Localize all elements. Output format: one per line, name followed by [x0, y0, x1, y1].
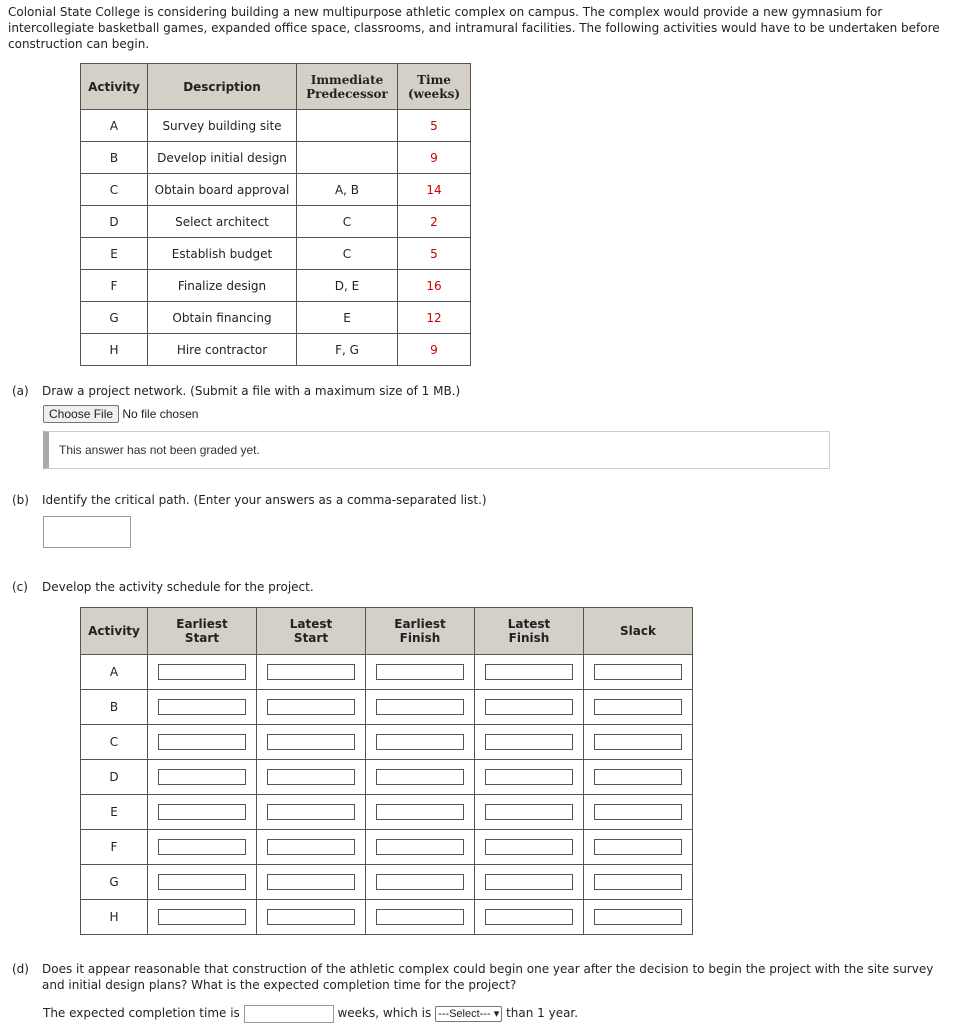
question-a — [12, 383, 460, 399]
slack-input[interactable] — [594, 734, 682, 750]
activity-cell: C — [81, 174, 148, 206]
description-cell: Finalize design — [148, 270, 297, 302]
activities-table — [80, 63, 471, 366]
earliest-start-cell — [148, 760, 257, 795]
earliest-finish-input[interactable] — [376, 909, 464, 925]
question-d — [12, 961, 947, 993]
earliest-finish-cell — [366, 865, 475, 900]
latest-finish-cell — [475, 725, 584, 760]
latest-finish-cell — [475, 865, 584, 900]
col-earliest-finish: Earliest Finish — [366, 608, 475, 655]
question-a-text: Draw a project network. (Submit a file with a maximum size of 1 MB.) — [42, 384, 461, 398]
latest-finish-input[interactable] — [485, 734, 573, 750]
earliest-start-cell — [148, 900, 257, 935]
completion-prefix: The expected completion time is — [43, 1006, 240, 1020]
chevron-down-icon: ▾ — [493, 1007, 500, 1020]
earliest-start-input[interactable] — [158, 804, 246, 820]
col-predecessor: Immediate Predecessor — [297, 64, 398, 110]
earliest-finish-input[interactable] — [376, 839, 464, 855]
latest-start-cell — [257, 690, 366, 725]
earliest-finish-input[interactable] — [376, 769, 464, 785]
table-row — [81, 302, 471, 334]
time-cell: 5 — [398, 238, 471, 270]
slack-cell — [584, 760, 693, 795]
question-b-label: (b) — [12, 493, 29, 507]
col-time: Time (weeks) — [398, 64, 471, 110]
latest-finish-cell — [475, 760, 584, 795]
question-c — [12, 579, 314, 595]
table-row — [81, 795, 693, 830]
latest-finish-input[interactable] — [485, 769, 573, 785]
completion-line — [43, 1004, 578, 1023]
latest-finish-cell — [475, 900, 584, 935]
latest-start-cell — [257, 760, 366, 795]
slack-cell — [584, 865, 693, 900]
table-row — [81, 206, 471, 238]
latest-start-cell — [257, 900, 366, 935]
description-cell: Survey building site — [148, 110, 297, 142]
earliest-finish-cell — [366, 725, 475, 760]
predecessor-cell: C — [297, 238, 398, 270]
earliest-start-cell — [148, 725, 257, 760]
latest-start-input[interactable] — [267, 839, 355, 855]
activity-cell: E — [81, 238, 148, 270]
activity-cell: G — [81, 865, 148, 900]
latest-start-input[interactable] — [267, 804, 355, 820]
col-latest-finish: Latest Finish — [475, 608, 584, 655]
earliest-finish-input[interactable] — [376, 664, 464, 680]
slack-input[interactable] — [594, 699, 682, 715]
slack-cell — [584, 900, 693, 935]
earliest-finish-input[interactable] — [376, 874, 464, 890]
predecessor-cell: F, G — [297, 334, 398, 366]
latest-start-input[interactable] — [267, 699, 355, 715]
latest-finish-input[interactable] — [485, 874, 573, 890]
slack-input[interactable] — [594, 804, 682, 820]
earliest-start-cell — [148, 795, 257, 830]
table-row — [81, 174, 471, 206]
time-cell: 5 — [398, 110, 471, 142]
question-c-label: (c) — [12, 580, 28, 594]
description-cell: Select architect — [148, 206, 297, 238]
activity-cell: F — [81, 270, 148, 302]
table-row — [81, 142, 471, 174]
earliest-start-input[interactable] — [158, 874, 246, 890]
table-row — [81, 110, 471, 142]
latest-finish-input[interactable] — [485, 664, 573, 680]
comparison-select[interactable] — [435, 1006, 502, 1022]
latest-finish-cell — [475, 795, 584, 830]
question-d-text: Does it appear reasonable that construction of the athletic complex could begin one year after the decision to begin the project with the site survey and initial design plans? What is the expected completion time for the project? — [42, 962, 934, 992]
activity-cell: C — [81, 725, 148, 760]
description-cell: Develop initial design — [148, 142, 297, 174]
latest-start-input[interactable] — [267, 734, 355, 750]
earliest-start-input[interactable] — [158, 909, 246, 925]
table-row — [81, 238, 471, 270]
table-row — [81, 725, 693, 760]
col-description: Description — [148, 64, 297, 110]
activity-cell: B — [81, 142, 148, 174]
predecessor-cell — [297, 110, 398, 142]
schedule-table — [80, 607, 693, 935]
activity-cell: E — [81, 795, 148, 830]
earliest-finish-cell — [366, 830, 475, 865]
table-row — [81, 655, 693, 690]
latest-start-input[interactable] — [267, 874, 355, 890]
predecessor-cell: C — [297, 206, 398, 238]
earliest-start-input[interactable] — [158, 769, 246, 785]
no-file-label: No file chosen — [122, 407, 199, 421]
earliest-start-cell — [148, 865, 257, 900]
description-cell: Obtain board approval — [148, 174, 297, 206]
slack-cell — [584, 795, 693, 830]
time-cell: 16 — [398, 270, 471, 302]
question-b-text: Identify the critical path. (Enter your answers as a comma-separated list.) — [42, 493, 487, 507]
earliest-finish-cell — [366, 760, 475, 795]
question-b — [12, 492, 487, 508]
slack-cell — [584, 690, 693, 725]
slack-cell — [584, 725, 693, 760]
table-row — [81, 334, 471, 366]
latest-finish-cell — [475, 830, 584, 865]
time-cell: 9 — [398, 334, 471, 366]
completion-middle: weeks, which is — [337, 1006, 432, 1020]
slack-cell — [584, 830, 693, 865]
earliest-start-input[interactable] — [158, 699, 246, 715]
latest-start-cell — [257, 725, 366, 760]
latest-finish-input[interactable] — [485, 699, 573, 715]
earliest-finish-input[interactable] — [376, 734, 464, 750]
latest-finish-cell — [475, 690, 584, 725]
description-cell: Hire contractor — [148, 334, 297, 366]
activity-cell: G — [81, 302, 148, 334]
latest-start-input[interactable] — [267, 769, 355, 785]
predecessor-cell — [297, 142, 398, 174]
predecessor-cell: D, E — [297, 270, 398, 302]
critical-path-input[interactable] — [43, 516, 131, 548]
earliest-finish-cell — [366, 655, 475, 690]
description-cell: Obtain financing — [148, 302, 297, 334]
latest-start-input[interactable] — [267, 664, 355, 680]
latest-finish-input[interactable] — [485, 909, 573, 925]
earliest-finish-cell — [366, 690, 475, 725]
file-upload — [43, 405, 198, 423]
choose-file-button[interactable]: Choose File — [43, 405, 119, 423]
col-activity: Activity — [81, 64, 148, 110]
time-cell: 12 — [398, 302, 471, 334]
table-row — [81, 690, 693, 725]
select-value: ---Select--- — [438, 1007, 491, 1020]
table-row — [81, 900, 693, 935]
earliest-start-input[interactable] — [158, 839, 246, 855]
latest-start-cell — [257, 655, 366, 690]
latest-start-cell — [257, 830, 366, 865]
latest-start-input[interactable] — [267, 909, 355, 925]
earliest-start-input[interactable] — [158, 734, 246, 750]
predecessor-cell: E — [297, 302, 398, 334]
time-cell: 2 — [398, 206, 471, 238]
earliest-finish-input[interactable] — [376, 699, 464, 715]
earliest-start-cell — [148, 655, 257, 690]
earliest-start-cell — [148, 830, 257, 865]
earliest-finish-cell — [366, 900, 475, 935]
earliest-finish-cell — [366, 795, 475, 830]
slack-input[interactable] — [594, 664, 682, 680]
earliest-start-input[interactable] — [158, 664, 246, 680]
earliest-finish-input[interactable] — [376, 804, 464, 820]
col-slack: Slack — [584, 608, 693, 655]
activity-cell: D — [81, 760, 148, 795]
slack-input[interactable] — [594, 874, 682, 890]
problem-intro: Colonial State College is considering building a new multipurpose athletic complex on campus. The complex would provide a new gymnasium for intercollegiate basketball games, expanded office space, classrooms, and intramural facilities. The following activities would have to be undertaken before construction can begin. — [8, 5, 940, 51]
col-latest-start: Latest Start — [257, 608, 366, 655]
activity-cell: A — [81, 655, 148, 690]
completion-time-input[interactable] — [244, 1005, 334, 1023]
time-cell: 14 — [398, 174, 471, 206]
col-activity: Activity — [81, 608, 148, 655]
slack-input[interactable] — [594, 769, 682, 785]
table-row — [81, 865, 693, 900]
description-cell: Establish budget — [148, 238, 297, 270]
time-cell: 9 — [398, 142, 471, 174]
table-row — [81, 830, 693, 865]
earliest-start-cell — [148, 690, 257, 725]
slack-input[interactable] — [594, 839, 682, 855]
activity-cell: F — [81, 830, 148, 865]
latest-start-cell — [257, 865, 366, 900]
question-a-label: (a) — [12, 384, 29, 398]
question-d-label: (d) — [12, 962, 29, 976]
activity-cell: H — [81, 900, 148, 935]
table-row — [81, 760, 693, 795]
slack-cell — [584, 655, 693, 690]
col-earliest-start: Earliest Start — [148, 608, 257, 655]
slack-input[interactable] — [594, 909, 682, 925]
latest-start-cell — [257, 795, 366, 830]
activity-cell: H — [81, 334, 148, 366]
activity-cell: A — [81, 110, 148, 142]
activity-cell: B — [81, 690, 148, 725]
predecessor-cell: A, B — [297, 174, 398, 206]
completion-suffix: than 1 year. — [506, 1006, 579, 1020]
graded-notice: This answer has not been graded yet. — [43, 431, 830, 469]
activity-cell: D — [81, 206, 148, 238]
latest-finish-cell — [475, 655, 584, 690]
question-c-text: Develop the activity schedule for the project. — [42, 580, 314, 594]
table-row — [81, 270, 471, 302]
latest-finish-input[interactable] — [485, 804, 573, 820]
latest-finish-input[interactable] — [485, 839, 573, 855]
